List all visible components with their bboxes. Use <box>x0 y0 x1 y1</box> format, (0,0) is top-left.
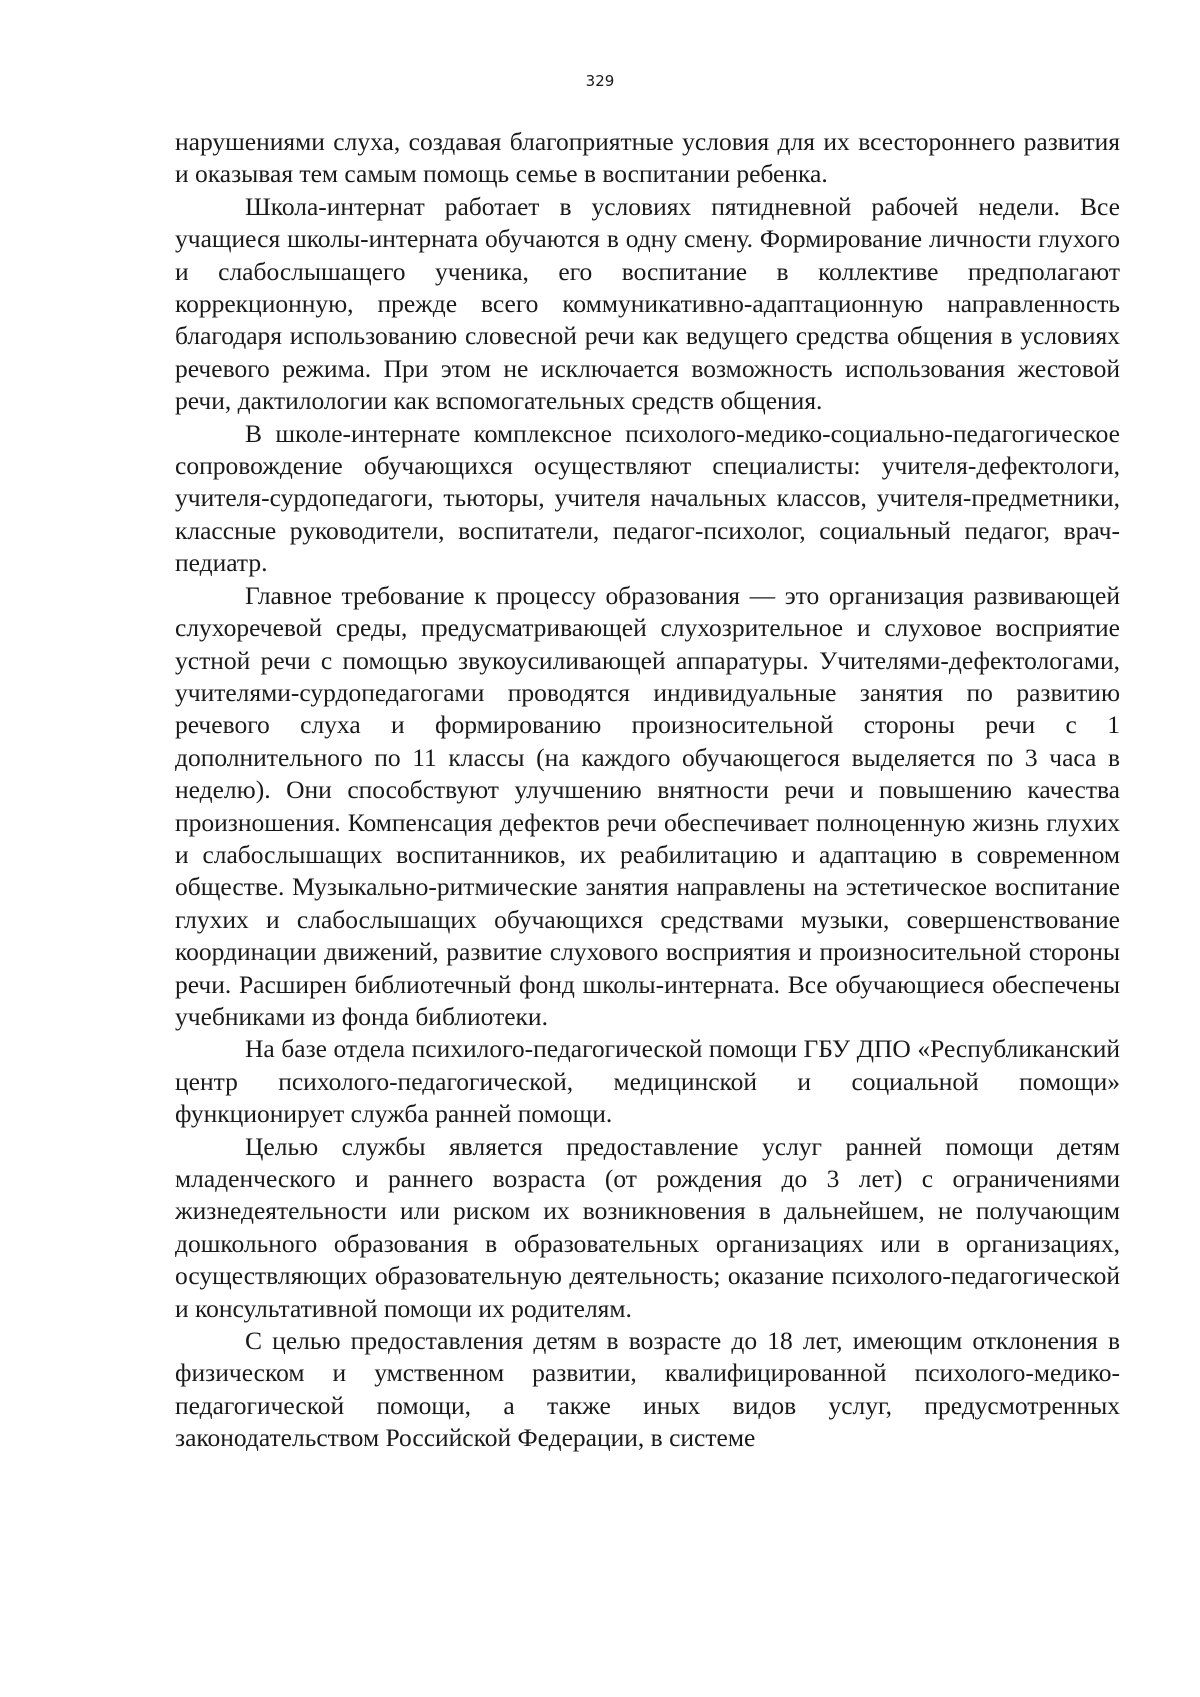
paragraph-continuation: нарушениями слуха, создавая благоприятные условия для их всестороннего развития и оказывая тем самым помощь семье в воспитании ребенка. <box>175 127 1120 189</box>
paragraph-service-goal: Целью службы является предоставление услуг ранней помощи детям младенческого и раннего возраста (от рождения до 3 лет) с ограничениями жизнедеятельности или риском их возникновения в дальнейшем, не получающим дошкольного образования в образовательных организациях или в организациях, осуществляющих образовательную деятельность; оказание психолого-педагогической и консультативной помощи их родителям. <box>175 1131 1120 1323</box>
paragraph-school-schedule: Школа-интернат работает в условиях пятидневной рабочей недели. Все учащиеся школы-интерната обучаются в одну смену. Формирование личности глухого и слабослышащего ученика, его воспитание в коллективе предполагают коррекционную, прежде всего коммуникативно-адаптационную направленность благодаря использованию словесной речи как ведущего средства общения в условиях речевого режима. При этом не исключается возможность использования жестовой речи, дактилологии как вспомогательных средств общения. <box>175 191 1120 416</box>
body-text <box>175 126 1120 1455</box>
paragraph-specialists: В школе-интернате комплексное психолого-медико-социально-педагогическое сопровождение обучающихся осуществляют специалисты: учителя-дефектологи, учителя-сурдопедагоги, тьюторы, учителя начальных классов, учителя-предметники, классные руководители, воспитатели, педагог-психолог, социальный педагог, врач-педиатр. <box>175 418 1120 578</box>
paragraph-assistance-purpose: С целью предоставления детям в возрасте до 18 лет, имеющим отклонения в физическом и умственном развитии, квалифицированной психолого-медико-педагогической помощи, а также иных видов услуг, предусмотренных законодательством Российской Федерации, в системе <box>175 1326 1120 1453</box>
paragraph-education-requirement: Главное требование к процессу образования — это организация развивающей слухоречевой среды, предусматривающей слухозрительное и слуховое восприятие устной речи с помощью звукоусиливающей аппаратуры. Учителями-дефектологами, учителями-сурдопедагогами проводятся индивидуальные занятия по развитию речевого слуха и формированию произносительной стороны речи с 1 дополнительного по 11 классы (на каждого обучающегося выделяется по 3 часа в неделю). Они способствуют улучшению внятности речи и повышению качества произношения. Компенсация дефектов речи обеспечивает полноценную жизнь глухих и слабослышащих воспитанников, их реабилитацию и адаптацию в современном обществе. Музыкально-ритмические занятия направлены на эстетическое воспитание глухих и слабослышащих обучающихся средствами музыки, совершенствование координации движений, развитие слухового восприятия и произносительной стороны речи. Расширен библиотечный фонд школы-интерната. Все обучающиеся обеспечены учебниками из фонда библиотеки. <box>175 580 1120 1031</box>
paragraph-early-help-service: На базе отдела психилого-педагогической помощи ГБУ ДПО «Республиканский центр психолого-педагогической, медицинской и социальной помощи» функционирует служба ранней помощи. <box>175 1034 1120 1129</box>
page-number: 329 <box>585 72 615 90</box>
